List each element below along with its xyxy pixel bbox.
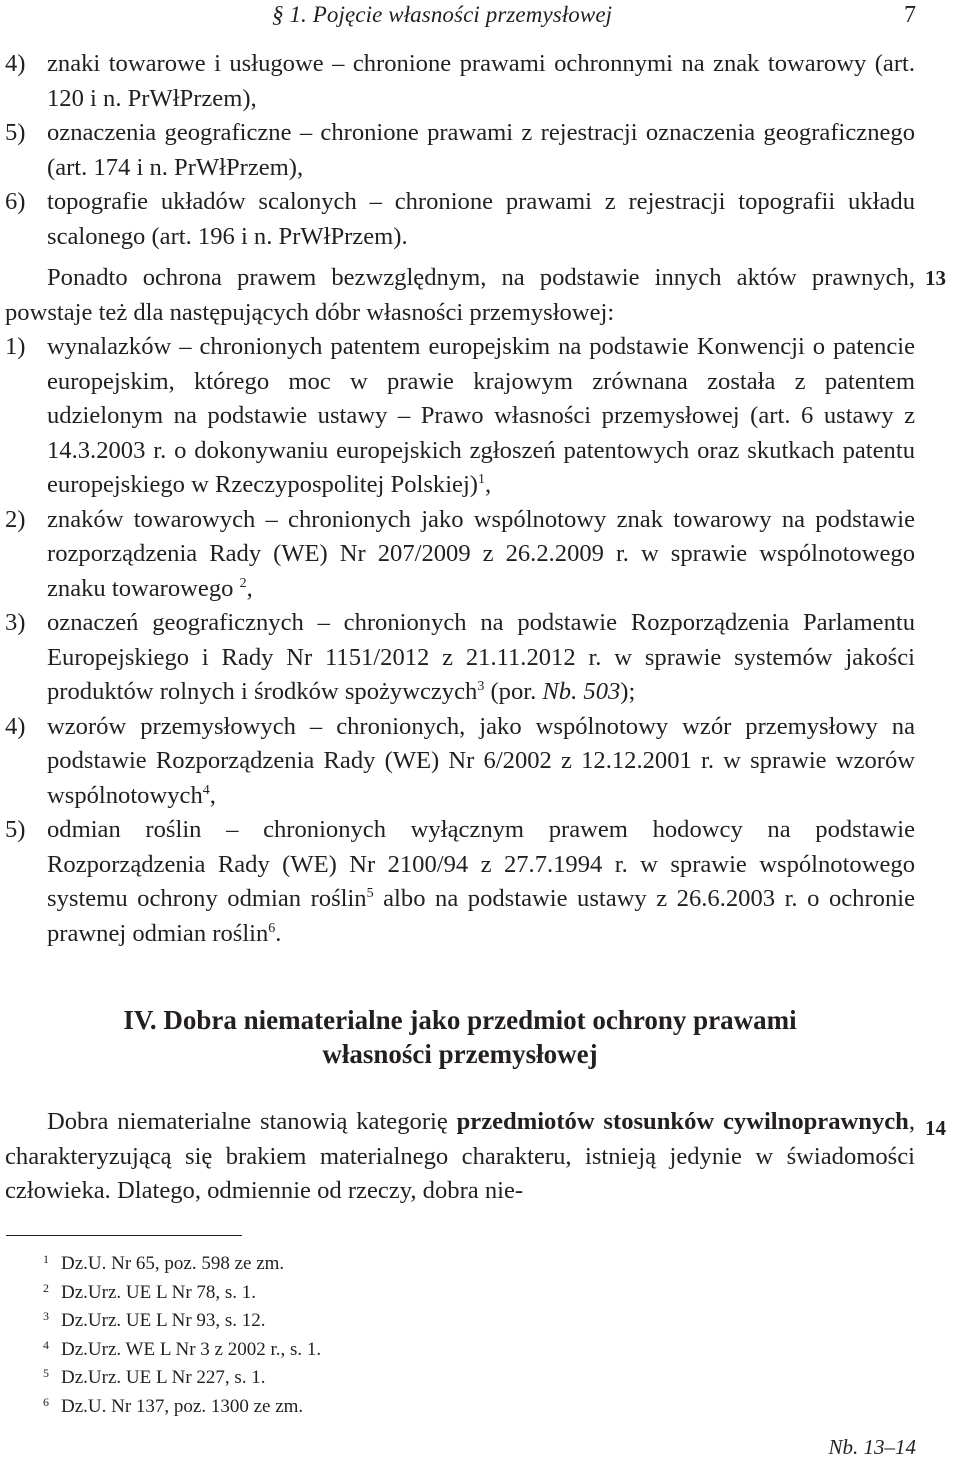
list-item-number: 4) bbox=[5, 712, 26, 740]
list-item bbox=[5, 606, 915, 710]
footnote-number: 1 bbox=[43, 1252, 49, 1266]
footnote bbox=[43, 1279, 321, 1308]
footnote bbox=[43, 1336, 321, 1365]
list-item-text: topografie układów scalonych – chronione prawami z rejestracji topografii układu scalonego (art. 196 i n. PrWłPrzem). bbox=[47, 188, 915, 250]
list-item bbox=[5, 813, 915, 951]
item-tail: , bbox=[246, 574, 253, 602]
section-heading-line: własności przemysłowej bbox=[322, 1039, 598, 1069]
item-tail: ); bbox=[620, 678, 636, 705]
cross-reference-number: 503 bbox=[583, 678, 621, 705]
list-item-number: 5) bbox=[5, 816, 26, 843]
list-item-number: 4) bbox=[5, 50, 26, 77]
footnote-number: 5 bbox=[43, 1366, 49, 1381]
section-heading-line: IV. Dobra niematerialne jako przedmiot ochrony prawami bbox=[123, 1005, 797, 1035]
item-text: wzorów przemysłowych – chronionych, jako wspólnotowy wzór przemysłowy na podstawie Rozporządzenia Rady (WE) Nr 6/2002 z 12.12.2001 r. w sprawie wzorów wspólnotowych bbox=[47, 712, 915, 809]
footer-margin-range: Nb. 13–14 bbox=[828, 1435, 916, 1459]
footnote-text: Dz.Urz. WE L Nr 3 z 2002 r., s. 1. bbox=[61, 1338, 322, 1360]
emphasized-term: przedmiotów stosunków cywilnoprawnych bbox=[456, 1108, 909, 1135]
list-item bbox=[5, 710, 915, 814]
item-text: odmian roślin – chronionych wyłącznym prawem hodowcy na podstawie Rozporządzenia Rady (WE) Nr 2100/94 z 27.7.1994 r. w sprawie wspólnotowego systemu ochrony odmian roślin bbox=[47, 816, 915, 912]
item-text: oznaczeń geograficznych – chronionych na podstawie Rozporządzenia Parlamentu Europejskiego i Rady Nr 1151/2012 z 21.11.2012 r. w sprawie systemów jakości produktów rolnych i środków spożywczych bbox=[47, 609, 915, 705]
footnote-number: 2 bbox=[43, 1280, 49, 1295]
footnote-text: Dz.Urz. UE L Nr 78, s. 1. bbox=[61, 1281, 257, 1303]
list-item-text bbox=[47, 710, 915, 814]
page-number: 7 bbox=[904, 2, 916, 28]
footnote bbox=[43, 1250, 321, 1279]
list-item bbox=[5, 185, 915, 254]
footnote-number: 3 bbox=[43, 1309, 49, 1324]
paragraph-text-rest: , charakteryzującą się brakiem materialnego charakteru, istnieją jedynie w świadomości człowieka. Dlatego, odmiennie od rzeczy, dobra nie- bbox=[5, 1108, 915, 1204]
paragraph-intro: Ponadto ochrona prawem bezwzględnym, na podstawie innych aktów prawnych, powstaje też dla następujących dóbr własności przemysłowej: bbox=[5, 264, 915, 326]
paragraph-text bbox=[5, 1105, 915, 1209]
item-tail: . bbox=[275, 919, 282, 947]
footnote-text: Dz.U. Nr 65, poz. 598 ze zm. bbox=[61, 1253, 285, 1274]
footnote bbox=[43, 1393, 321, 1422]
list-item-number: 3) bbox=[5, 609, 26, 636]
footnotes bbox=[43, 1250, 321, 1422]
section-heading bbox=[0, 1003, 920, 1071]
item-tail: , bbox=[209, 781, 216, 809]
list-item-number: 1) bbox=[5, 333, 26, 360]
list-continued bbox=[5, 47, 915, 254]
footnote bbox=[43, 1307, 321, 1336]
cross-reference-nb: Nb. bbox=[542, 678, 578, 705]
footnote-number: 4 bbox=[43, 1337, 49, 1352]
footnote-ref: 5 bbox=[366, 885, 374, 901]
paragraph-text-start: Dobra niematerialne stanowią kategorię bbox=[47, 1108, 457, 1135]
footnote-text: Dz.Urz. UE L Nr 227, s. 1. bbox=[61, 1367, 266, 1389]
item-tail: , bbox=[484, 471, 492, 498]
list-item-text: oznaczenia geograficzne – chronione prawami z rejestracji oznaczenia geograficznego (art. 174 i n. PrWłPrzem), bbox=[47, 119, 915, 181]
list-item-number: 5) bbox=[5, 119, 26, 146]
running-header-title: § 1. Pojęcie własności przemysłowej bbox=[272, 2, 613, 27]
footnote-ref: 4 bbox=[202, 782, 210, 798]
list-item-text: znaki towarowe i usługowe – chronione prawami ochronnymi na znak towarowy (art. 120 i n. PrWłPrzem), bbox=[47, 50, 915, 112]
list-item bbox=[5, 330, 915, 503]
margin-number-13: 13 bbox=[925, 266, 946, 290]
list-item-text bbox=[47, 813, 915, 951]
list-item bbox=[5, 47, 915, 116]
footnote-ref: 3 bbox=[477, 678, 485, 694]
footnote-text: Dz.U. Nr 137, poz. 1300 ze zm. bbox=[61, 1395, 304, 1417]
list-item-number: 2) bbox=[5, 505, 26, 533]
list-item-text bbox=[47, 503, 915, 607]
footnote-text: Dz.Urz. UE L Nr 93, s. 12. bbox=[61, 1310, 266, 1332]
list-item-text bbox=[47, 330, 915, 503]
footnote-number: 6 bbox=[43, 1394, 49, 1409]
margin-number-14: 14 bbox=[925, 1116, 946, 1140]
footnote-ref: 2 bbox=[239, 575, 247, 591]
footnote-ref: 6 bbox=[268, 920, 276, 936]
item-tail: (por. bbox=[484, 678, 537, 705]
list-item-number: 6) bbox=[5, 188, 26, 215]
list-item-text bbox=[47, 606, 915, 710]
item-text: wynalazków – chronionych patentem europejskim na podstawie Konwencji o patencie europejskim, którego moc w prawie krajowym zrównana została z patentem udzielonym na podstawie ustawy – Prawo własności przemysłowej (art. 6 ustawy z 14.3.2003 r. o dokonywaniu europejskich zgłoszeń patentowych oraz skutkach patentu europejskiego w Rzeczypospolitej Polskiej) bbox=[47, 333, 915, 498]
list-item bbox=[5, 503, 915, 607]
footnote bbox=[43, 1364, 321, 1393]
paragraph-13 bbox=[5, 261, 915, 951]
item-text: znaków towarowych – chronionych jako wspólnotowy znak towarowy na podstawie rozporządzenia Rady (WE) Nr 207/2009 z 26.2.2009 r. w sprawie wspólnotowego znaku towarowego bbox=[47, 505, 915, 602]
list-item bbox=[5, 116, 915, 185]
paragraph-14 bbox=[5, 1105, 915, 1209]
item-tail: albo na podstawie ustawy z 26.6.2003 r. o ochronie prawnej odmian roślin bbox=[47, 885, 915, 947]
footnote-separator bbox=[6, 1235, 242, 1236]
footnote-ref: 1 bbox=[477, 471, 485, 487]
